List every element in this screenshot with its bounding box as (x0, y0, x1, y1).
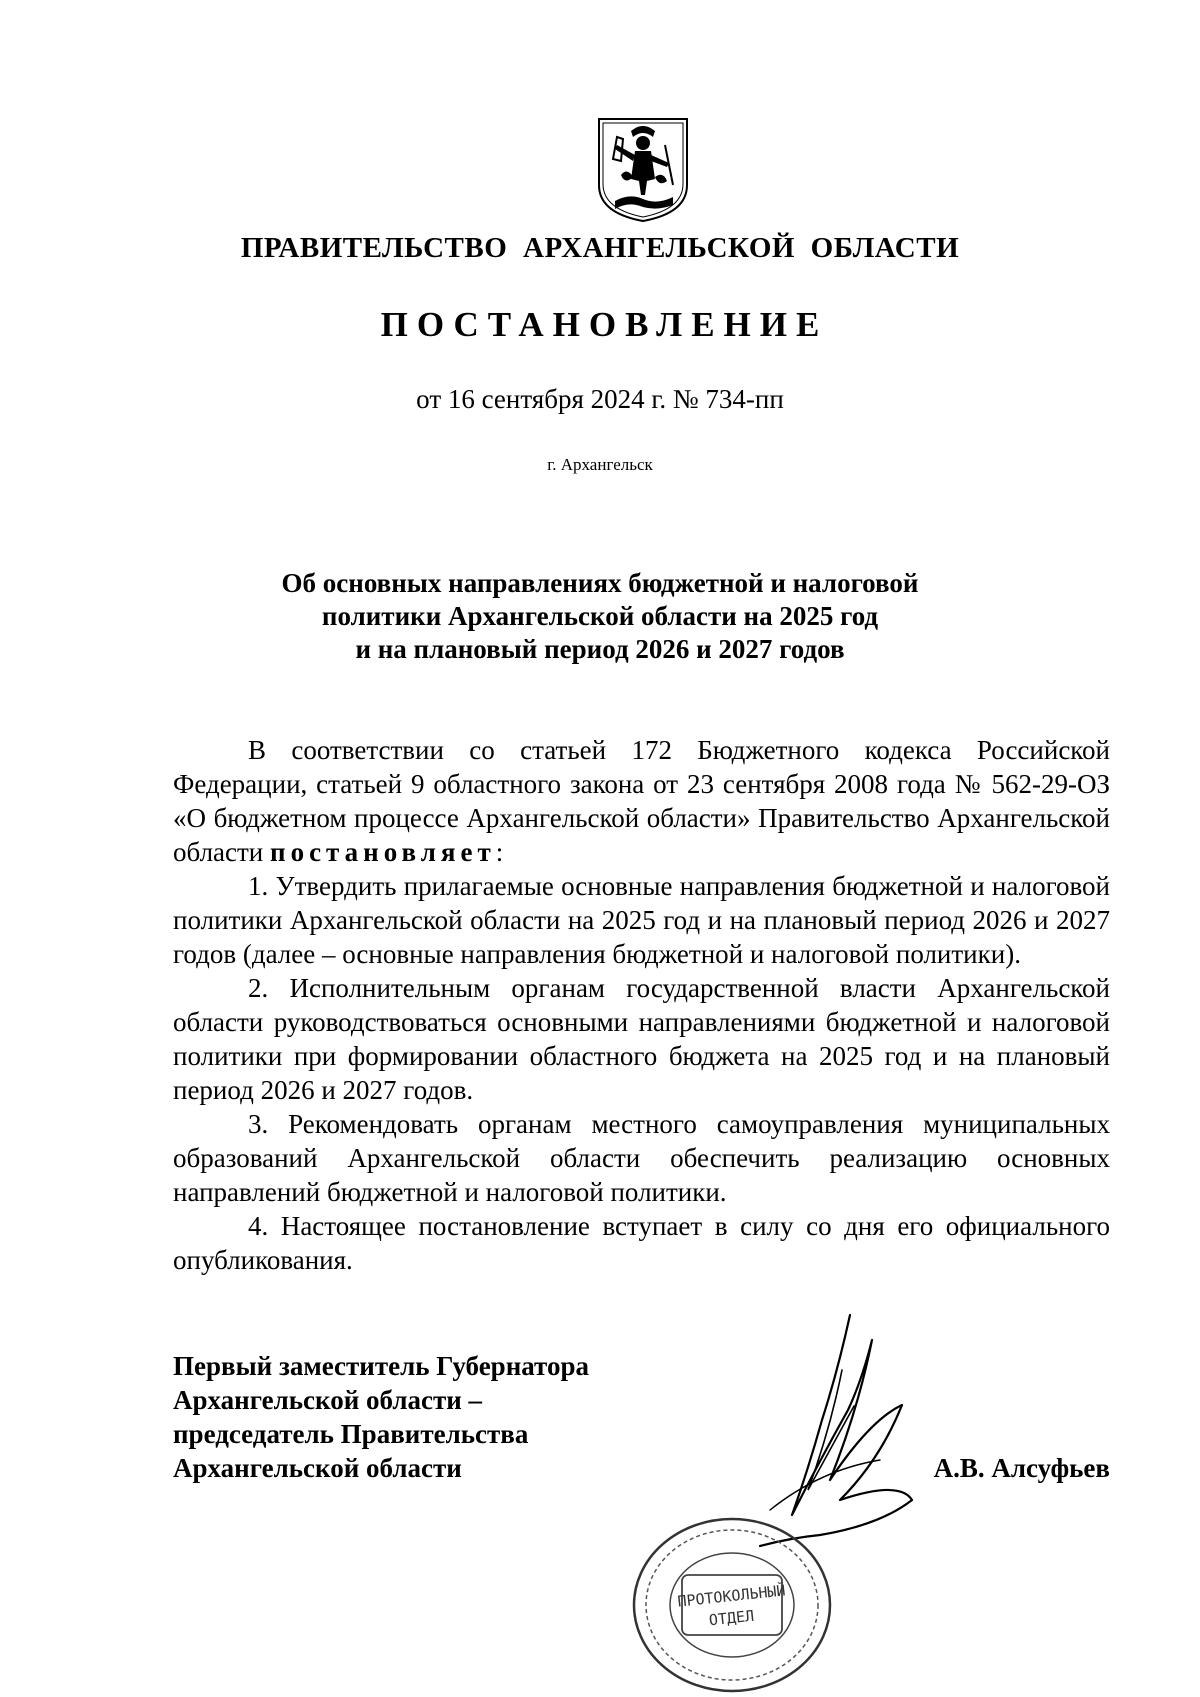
preamble-paragraph (173, 733, 1110, 869)
document-body (173, 733, 1110, 1277)
document-date-number: от 16 сентября 2024 г. № 734-пп (416, 384, 784, 414)
subject-line: Об основных направлениях бюджетной и налоговой (281, 568, 919, 598)
decree-item: 4. Настоящее постановление вступает в силу со дня его официального опубликования. (173, 1211, 1110, 1275)
decree-item: 2. Исполнительным органам государственной власти Архангельской области руководствоваться основными направлениями бюджетной и налоговой политики при формировании областного бюджета на 2025 год и на плановый период 2026 и 2027 годов. (173, 973, 1110, 1105)
decree-word: постановляет (270, 837, 496, 867)
document-city: г. Архангельск (547, 455, 653, 474)
signatory-name: А.В. Алсуфьев (933, 1453, 1110, 1483)
decree-item: 3. Рекомендовать органам местного самоуправления муниципальных образований Архангельской области обеспечить реализацию основных направлений бюджетной и налоговой политики. (173, 1109, 1110, 1207)
subject-line: политики Архангельской области на 2025 год (321, 601, 879, 631)
coat-of-arms-icon (595, 115, 691, 225)
decree-colon: : (495, 837, 504, 867)
subject-line: и на плановый период 2026 и 2027 годов (355, 634, 845, 664)
seal-inner-text: ПРОТОКОЛЬНЫЙ (676, 1581, 787, 1611)
seal-inner-text: ОТДЕЛ (708, 1606, 755, 1630)
position-line: Первый заместитель Губернатора (173, 1351, 589, 1381)
preamble-text: В соответствии со статьей 172 Бюджетного кодекса Российской Федерации, статьей 9 областного закона от 23 сентября 2008 года № 562-29-ОЗ «О бюджетном процессе Архангельской области» Правительство Архангельской области (173, 735, 1110, 867)
decree-item: 1. Утвердить прилагаемые основные направления бюджетной и налоговой политики Архангельской области на 2025 год и на плановый период 2026 и 2027 годов (далее – основные направления бюджетной и налоговой политики). (173, 871, 1110, 969)
signatory-position (173, 1349, 589, 1485)
government-title: ПРАВИТЕЛЬСТВО АРХАНГЕЛЬСКОЙ ОБЛАСТИ (240, 232, 960, 264)
document-subject (150, 567, 1050, 666)
official-seal (627, 1505, 837, 1695)
document-type-title: ПОСТАНОВЛЕНИЕ (380, 305, 829, 344)
position-line: Архангельской области – (173, 1385, 483, 1415)
position-line: председатель Правительства (173, 1419, 529, 1449)
position-line: Архангельской области (173, 1453, 462, 1483)
